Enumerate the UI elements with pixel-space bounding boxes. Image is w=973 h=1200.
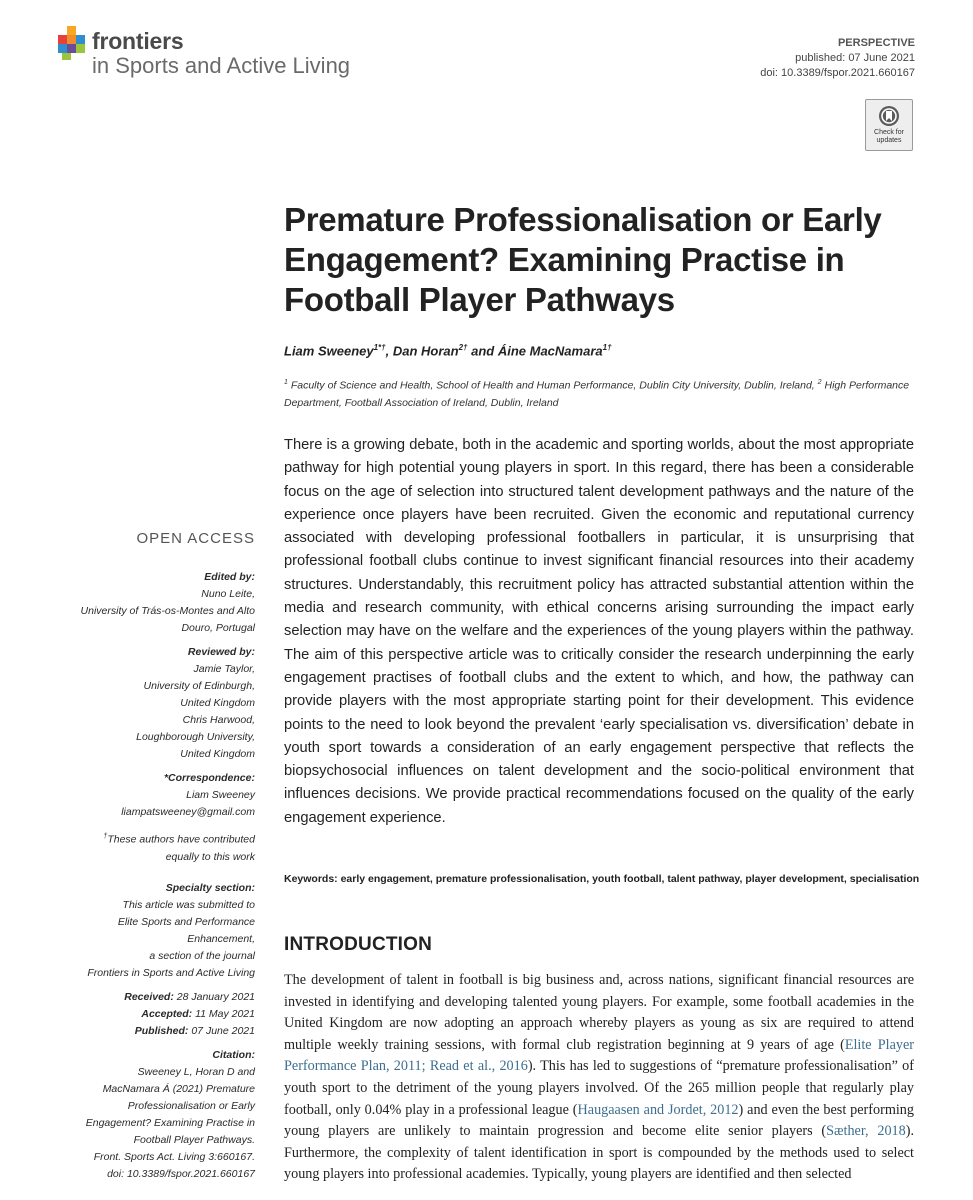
reference-link[interactable]: Haugaasen and Jordet, 2012: [577, 1101, 739, 1118]
abstract: There is a growing debate, both in the academic and sporting worlds, about the most appropriate pathway for high potential young players in sport. In this regard, there has been a considerable focus on the age of selection into structured talent development pathways and the nature of the experience once players have been recruited. Given the economic and reputational currency associated with developing professional footballers in particular, it is unsurprising that professional football clubs continue to invest significant financial resources into their academy structures. Understandably, this recruitment policy has attracted substantial attention within the media and research community, with ethical concerns arising surrounding the impact early selection may have on the welfare and the experiences of the young players within the pathway. The aim of this perspective article was to critically consider the research underpinning the early engagement practises of football clubs and the extent to which, and how, the pathway can provide players with the most appropriate starting point for their development. This evidence points to the need to look beyond the prevalent ‘early specialisation vs. diversification’ debate in youth sport towards a consideration of an early engagement perspective that reflects the biopsychosocial influences on talent development and the socio-political environment that influences decisions. We provide practical recommendations focused on the quality of the early engagement experience.: [284, 437, 914, 826]
check-for-updates-button[interactable]: [865, 99, 913, 151]
published-date: published: 07 June 2021: [795, 52, 915, 64]
affiliation-text: High Performance Department, Football Association of Ireland, Dublin, Ireland: [284, 379, 910, 409]
affiliation-sup: 1: [284, 379, 288, 386]
citation-line: Front. Sports Act. Living 3:660167.: [93, 1150, 255, 1163]
specialty-line: Frontiers in Sports and Active Living: [87, 966, 255, 979]
correspondence-name: Liam Sweeney: [186, 789, 255, 801]
bookmark-icon: [878, 105, 900, 127]
intro-text: ). This has led to suggestions of “premature professionalisation” of youth sport to the detriment of the young players involved. Of the 265 million people that regularly play football, only 0.04% play in a professional league (: [284, 1058, 914, 1118]
article-title: Premature Professionalisation or Early Engagement? Examining Practise in Football Player Pathways: [284, 201, 882, 318]
contribution-line: equally to this work: [165, 850, 255, 863]
reference-link[interactable]: Elite Player Performance Plan, 2011; Read et al., 2016: [284, 1036, 914, 1075]
date-value: 07 June 2021: [191, 1024, 255, 1037]
specialty-line: Elite Sports and Performance: [117, 915, 255, 928]
reviewer-line: Loughborough University,: [136, 731, 255, 743]
affiliation-text: Faculty of Science and Health, School of Health and Human Performance, Dublin City University, Dublin, Ireland,: [290, 379, 815, 392]
logo-wordmark: frontiers: [92, 28, 184, 54]
correspondence-email[interactable]: liampatsweeney@gmail.com: [121, 806, 255, 818]
citation-line: MacNamara Á (2021) Premature: [102, 1082, 255, 1095]
affiliation-sup: 2: [817, 379, 822, 386]
author-name[interactable]: Áine MacNamara: [497, 343, 603, 359]
author-list: [284, 343, 612, 358]
citation-line: Sweeney L, Horan D and: [137, 1065, 255, 1078]
citation-line: Professionalisation or Early: [127, 1099, 255, 1112]
editor-line: Douro, Portugal: [181, 622, 255, 634]
contribution-note: [55, 828, 255, 866]
reviewer-line: Chris Harwood,: [182, 714, 255, 726]
specialty-line: a section of the journal: [149, 949, 255, 962]
date-value: 11 May 2021: [195, 1007, 255, 1020]
check-for-updates-label: Check for updates: [874, 129, 904, 144]
date-label: Published:: [134, 1024, 189, 1037]
dates-block: [55, 989, 255, 1040]
article-sidebar: [55, 530, 255, 1190]
date-received: [55, 989, 255, 1006]
date-value: 28 January 2021: [176, 990, 255, 1003]
reference-link[interactable]: Sæther, 2018: [826, 1123, 906, 1140]
author-separator: ,: [385, 343, 393, 359]
citation-block: [55, 1047, 255, 1183]
reviewer-line: United Kingdom: [180, 697, 255, 709]
reviewer-line: United Kingdom: [180, 748, 255, 760]
doi[interactable]: doi: 10.3389/fspor.2021.660167: [760, 67, 915, 79]
date-published: [55, 1023, 255, 1040]
intro-text: The development of talent in football is big business and, across nations, significant financial resources are invested in identifying and developing talented young players. For example, some football academies in the United Kingdom are now adopting an approach whereby players as young as six are required to attend multiple weekly training sessions, with formal club registration beginning at 9 years of age (: [284, 972, 914, 1053]
citation-line: Engagement? Examining Practise in: [85, 1116, 255, 1129]
author-sup: 2†: [458, 343, 468, 352]
keywords: Keywords: early engagement, premature professionalisation, youth football, talent pathway, player development, specialisation: [284, 873, 920, 885]
author-name[interactable]: Dan Horan: [392, 343, 459, 359]
specialty-line: This article was submitted to: [122, 898, 255, 911]
reviewer-line: University of Edinburgh,: [143, 680, 255, 692]
intro-text: ) and even the best performing young players are unlikely to maintain progression and become elite senior players (: [284, 1101, 914, 1140]
edited-by-heading: Edited by:: [204, 571, 255, 583]
reviewed-by-block: [55, 644, 255, 763]
contribution-sup: †: [103, 833, 108, 840]
author-sup: 1*†: [373, 343, 386, 352]
correspondence-heading: *Correspondence:: [163, 772, 255, 784]
frontiers-logo-icon: [58, 26, 90, 60]
specialty-line: Enhancement,: [187, 932, 255, 945]
date-accepted: [55, 1006, 255, 1023]
open-access-label: OPEN ACCESS: [136, 530, 255, 547]
affiliations: [284, 374, 924, 412]
specialty-heading: Specialty section:: [165, 881, 255, 894]
journal-name: in Sports and Active Living: [92, 53, 351, 78]
reviewed-by-heading: Reviewed by:: [187, 646, 255, 658]
author-separator: and: [467, 343, 498, 359]
author-sup: 1†: [602, 343, 612, 352]
date-label: Accepted:: [141, 1007, 193, 1020]
editor-line: University of Trás-os-Montes and Alto: [80, 605, 255, 617]
citation-line[interactable]: doi: 10.3389/fspor.2021.660167: [107, 1167, 255, 1180]
editor-line: Nuno Leite,: [201, 588, 255, 600]
correspondence-block: [55, 770, 255, 821]
citation-heading: Citation:: [212, 1048, 255, 1061]
date-label: Received:: [124, 990, 174, 1003]
edited-by-block: [55, 569, 255, 637]
introduction-paragraph: [284, 970, 914, 1186]
section-heading-introduction: INTRODUCTION: [284, 934, 433, 955]
reviewer-line: Jamie Taylor,: [193, 663, 255, 675]
author-name[interactable]: Liam Sweeney: [284, 343, 374, 359]
article-type: PERSPECTIVE: [837, 37, 915, 49]
article-meta: [760, 36, 915, 81]
contribution-line: These authors have contributed: [107, 833, 255, 846]
intro-text: ). Furthermore, the complexity of talent identification in sport is compounded by the methods used to select young players into professional academies. Typically, young players are identified and then selected: [284, 1123, 915, 1183]
citation-line: Football Player Pathways.: [133, 1133, 255, 1146]
specialty-block: [55, 880, 255, 982]
